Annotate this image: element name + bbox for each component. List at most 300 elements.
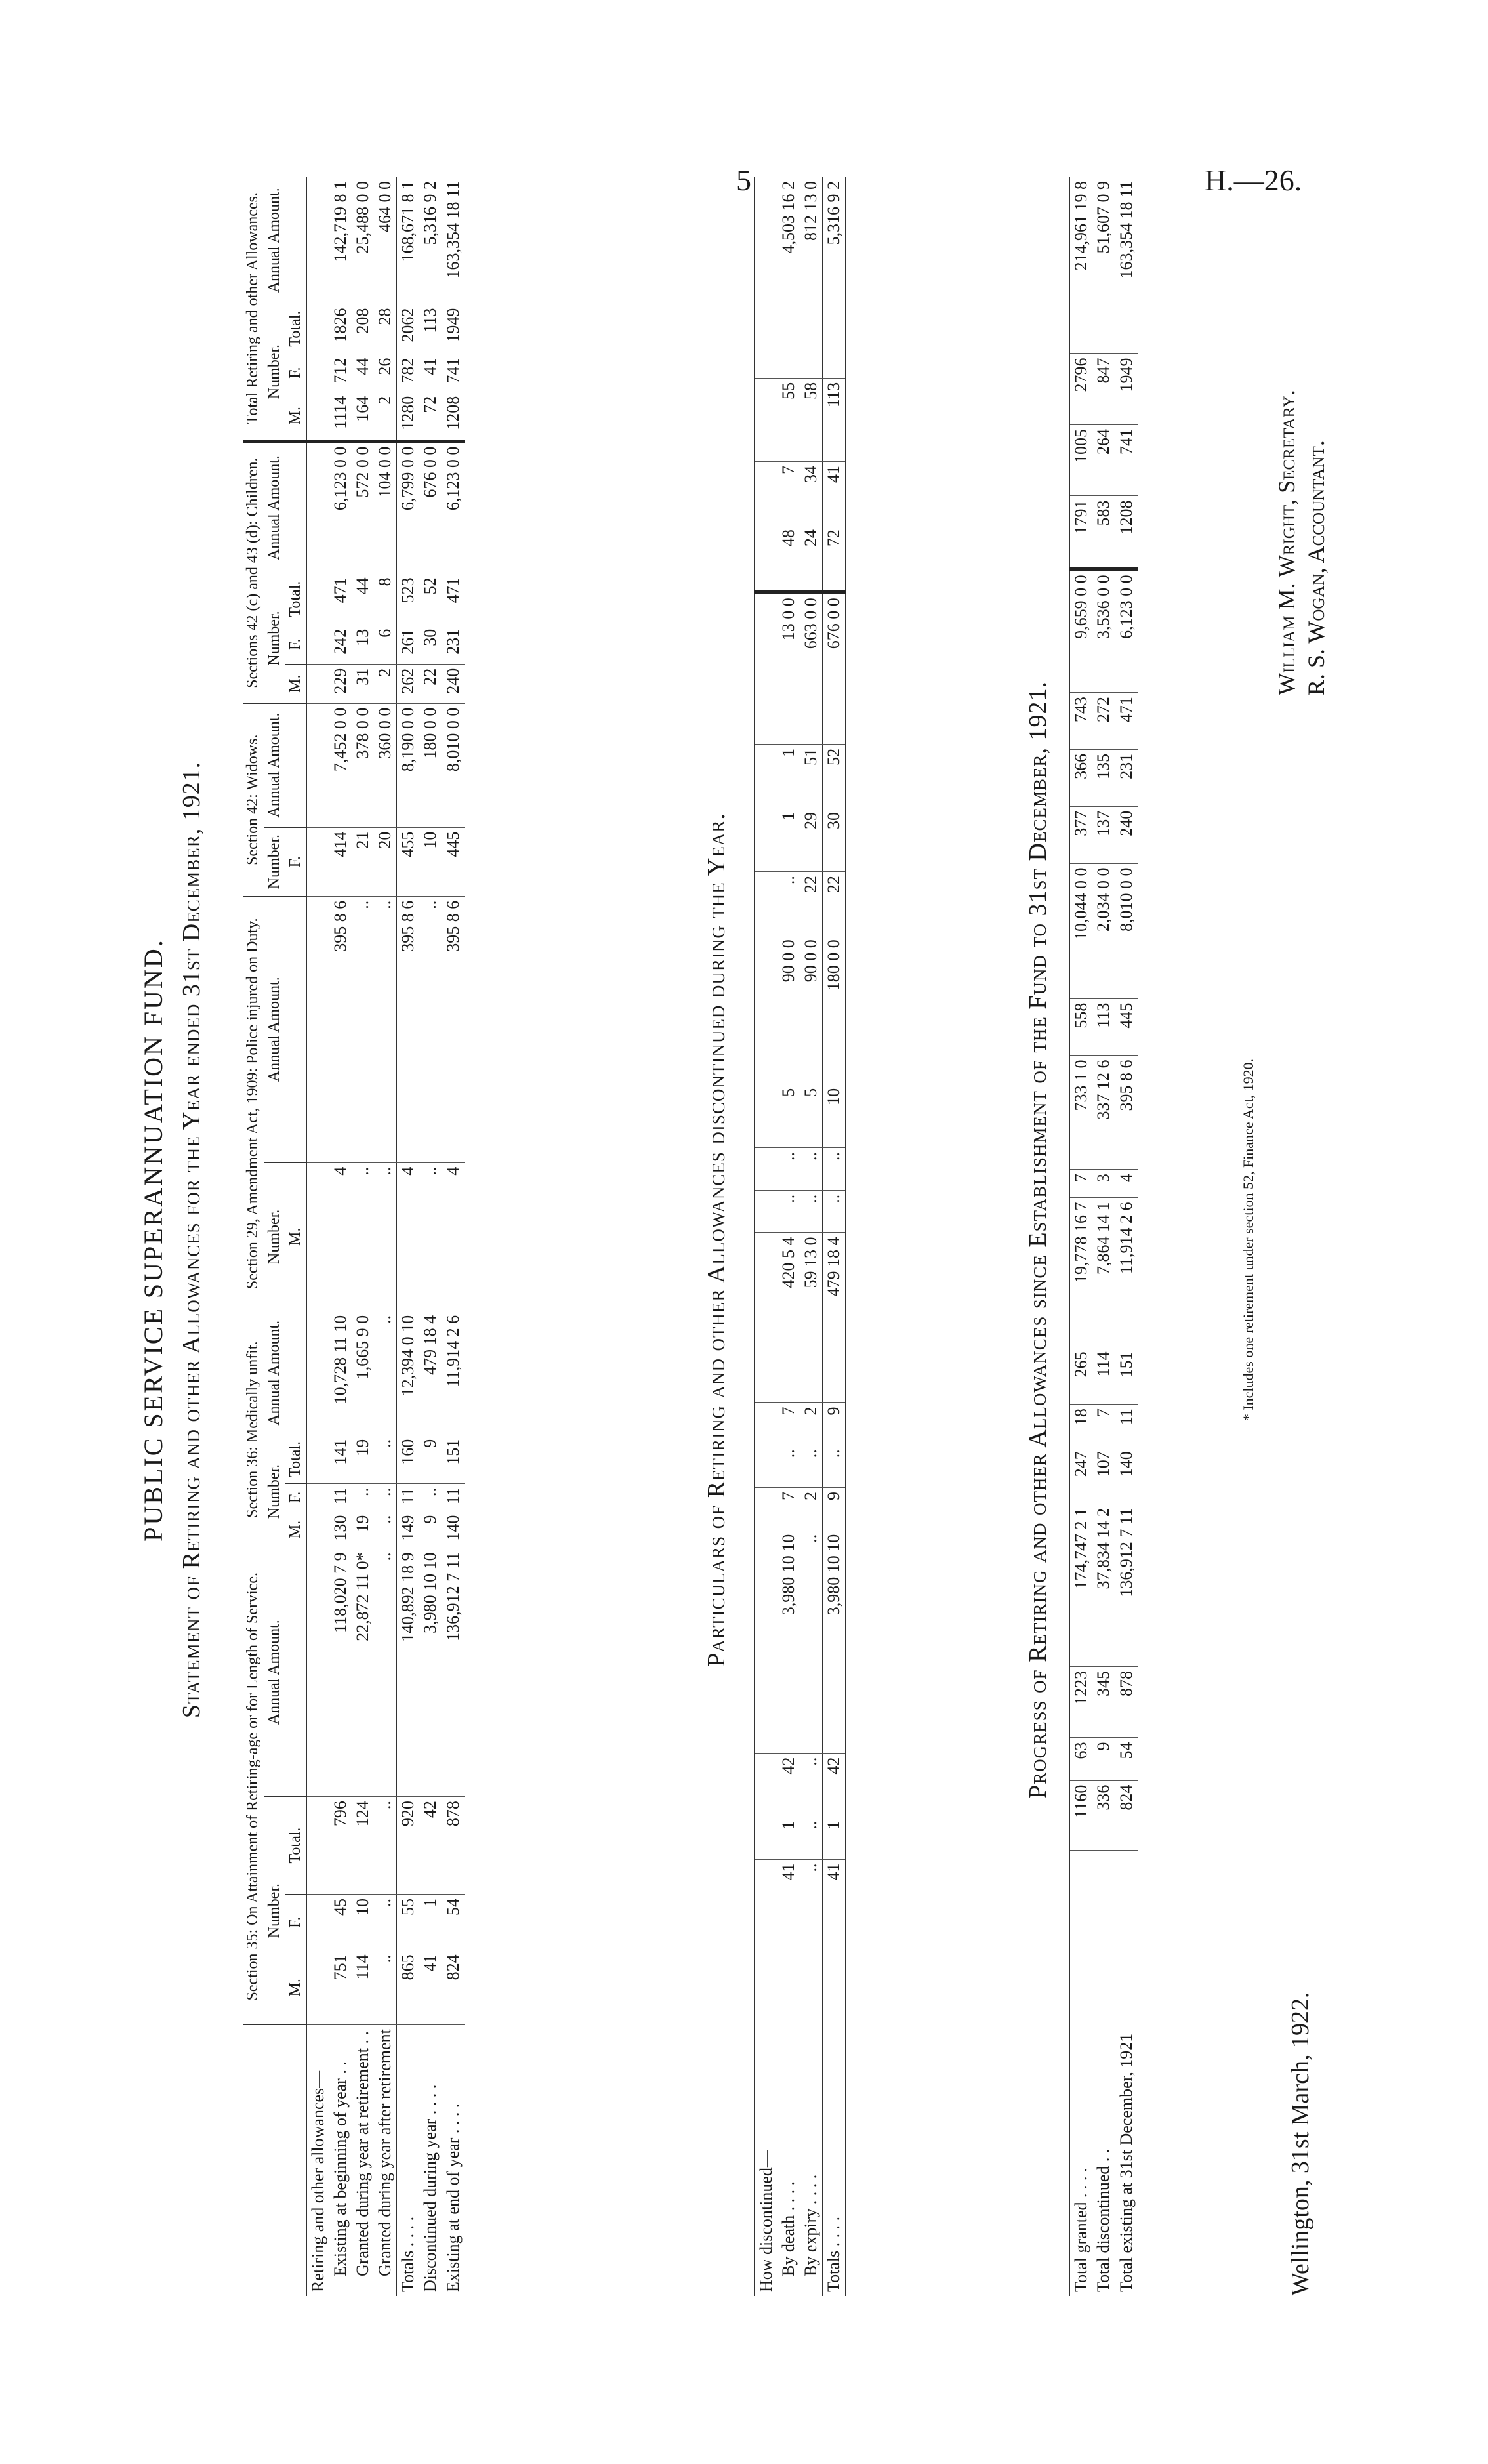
value-cell: 90 0 0 (800, 935, 823, 1084)
value-cell: 1208 (442, 392, 465, 441)
value-cell: 24 (800, 525, 823, 592)
value-cell: 118,020 7 9 (329, 1548, 352, 1797)
value-cell: 10 (823, 1084, 846, 1147)
value-cell: 41 (823, 462, 846, 525)
value-cell: 7,864 14 1 (1092, 1198, 1115, 1347)
header-section-35: Section 35: On Attainment of Retiring-age or for Length of Service. (243, 1548, 264, 2025)
value-cell: 414 (329, 827, 352, 896)
header-annual: Annual Amount. (264, 441, 306, 573)
progress-row (1070, 177, 1093, 2296)
statement-row (329, 177, 352, 2296)
value-cell: 261 (396, 625, 419, 664)
value-cell: 3,980 10 10 (419, 1548, 442, 1797)
discontinued-row (800, 177, 823, 2296)
value-cell: 163,354 18 11 (442, 177, 465, 304)
value-cell: 5,316 9 2 (419, 177, 442, 304)
value-cell: 11 (1115, 1405, 1138, 1447)
value-cell: 743 (1070, 693, 1093, 750)
progress-title: Progress of Retiring and other Allowances since Establishment of the Fund to 31st December, 1921. (1024, 681, 1052, 1799)
value-cell: 25,488 0 0 (352, 177, 374, 304)
value-cell: 7 (777, 1487, 800, 1530)
empty-cell (755, 592, 778, 745)
value-cell: 1949 (442, 304, 465, 354)
empty-cell (755, 1445, 778, 1488)
value-cell: .. (374, 1435, 397, 1483)
value-cell: .. (374, 896, 397, 1162)
value-cell: 180 0 0 (823, 935, 846, 1084)
value-cell: 445 (442, 827, 465, 896)
value-cell: .. (419, 1162, 442, 1311)
row-label: Total discontinued . . (1094, 2148, 1113, 2292)
header-number: Number. (264, 304, 285, 441)
value-cell: 796 (329, 1797, 352, 1895)
value-cell: 1223 (1070, 1666, 1093, 1738)
header-f: F. (285, 1484, 307, 1511)
value-cell: 9 (419, 1435, 442, 1483)
value-cell: 151 (1115, 1347, 1138, 1405)
value-cell: 240 (442, 664, 465, 703)
value-cell: .. (777, 872, 800, 935)
value-cell: 63 (1070, 1738, 1093, 1780)
value-cell: 1005 (1070, 424, 1093, 496)
value-cell: 37,834 14 2 (1092, 1504, 1115, 1667)
value-cell: 2 (800, 1487, 823, 1530)
value-cell: 1949 (1115, 354, 1138, 425)
value-cell: 7 (1092, 1405, 1115, 1447)
header-f: F. (285, 625, 307, 664)
header-total: Total. (285, 1797, 307, 1895)
value-cell: 8,010 0 0 (1115, 863, 1138, 998)
value-cell: 8,190 0 0 (396, 703, 419, 827)
value-cell: 42 (419, 1797, 442, 1895)
value-cell: .. (374, 1162, 397, 1311)
value-cell: .. (800, 1817, 823, 1859)
value-cell: 214,961 19 8 (1070, 177, 1093, 354)
value-cell: 8,010 0 0 (442, 703, 465, 827)
value-cell: 21 (352, 827, 374, 896)
value-cell: .. (374, 1511, 397, 1548)
value-cell: 5,316 9 2 (823, 177, 846, 378)
value-cell: 366 (1070, 749, 1093, 806)
value-cell: 142,719 8 1 (329, 177, 352, 304)
empty-cell (755, 808, 778, 871)
value-cell: 11 (396, 1484, 419, 1511)
value-cell: 2 (374, 392, 397, 441)
value-cell: 22,872 11 0* (352, 1548, 374, 1797)
value-cell: .. (800, 1445, 823, 1488)
statement-group-row (306, 177, 329, 2296)
value-cell: 920 (396, 1797, 419, 1895)
value-cell: 10,728 11 10 (329, 1311, 352, 1435)
value-cell: 1 (777, 808, 800, 871)
row-label: Existing at beginning of year . . (330, 2061, 350, 2276)
value-cell: .. (374, 1548, 397, 1797)
value-cell: 51 (800, 744, 823, 808)
empty-cell (306, 392, 329, 441)
row-label: Totals . . . . (396, 2025, 419, 2296)
value-cell: 72 (823, 525, 846, 592)
value-cell: 420 5 4 (777, 1233, 800, 1403)
empty-cell (755, 1147, 778, 1190)
value-cell: 445 (1115, 998, 1138, 1056)
value-cell: 54 (442, 1894, 465, 1950)
row-label: Totals . . . . (823, 1923, 846, 2296)
value-cell: 878 (1115, 1666, 1138, 1738)
value-cell: 160 (396, 1435, 419, 1483)
value-cell: 29 (800, 808, 823, 871)
value-cell: 378 0 0 (352, 703, 374, 827)
discontinued-group-row (755, 177, 778, 2296)
value-cell: 464 0 0 (374, 177, 397, 304)
value-cell: 135 (1092, 749, 1115, 806)
particulars-title: Particulars of Retiring and other Allowances discontinued during the Year. (703, 813, 730, 1667)
empty-cell (755, 744, 778, 808)
header-number: Number. (264, 1797, 285, 2025)
value-cell: 20 (374, 827, 397, 896)
value-cell: 360 0 0 (374, 703, 397, 827)
statement-row (352, 177, 374, 2296)
value-cell: 337 12 6 (1092, 1056, 1115, 1170)
value-cell: 168,671 8 1 (396, 177, 419, 304)
value-cell: 4 (329, 1162, 352, 1311)
empty-cell (306, 664, 329, 703)
value-cell: 9 (823, 1403, 846, 1445)
value-cell: 1 (419, 1894, 442, 1950)
header-m: M. (285, 1162, 307, 1311)
value-cell: 7 (777, 1403, 800, 1445)
value-cell: 1 (777, 744, 800, 808)
value-cell: 72 (419, 392, 442, 441)
value-cell: 583 (1092, 496, 1115, 569)
value-cell: 395 8 6 (396, 896, 419, 1162)
value-cell: 31 (352, 664, 374, 703)
value-cell: 22 (823, 872, 846, 935)
row-label: Granted during year after retirement (375, 2029, 394, 2276)
row-label: By expiry . . . . (801, 2174, 820, 2276)
progress-table-body (1070, 177, 1138, 2296)
value-cell: 733 1 0 (1070, 1056, 1093, 1170)
value-cell: .. (800, 1147, 823, 1190)
value-cell: 1208 (1115, 496, 1138, 569)
value-cell: 45 (329, 1894, 352, 1950)
value-cell: 264 (1092, 424, 1115, 496)
value-cell: .. (777, 1147, 800, 1190)
value-cell: 455 (396, 827, 419, 896)
empty-cell (306, 827, 329, 896)
progress-table (1069, 177, 1138, 2296)
empty-cell (306, 1162, 329, 1311)
progress-row (1092, 177, 1115, 2296)
empty-cell (306, 354, 329, 392)
value-cell: 136,912 7 11 (442, 1548, 465, 1797)
statement-row (396, 177, 419, 2296)
value-cell: .. (374, 1484, 397, 1511)
empty-cell (306, 304, 329, 354)
value-cell: .. (823, 1147, 846, 1190)
header-annual: Annual Amount. (264, 1311, 306, 1435)
header-section-42: Section 42: Widows. (243, 703, 264, 896)
value-cell: 28 (374, 304, 397, 354)
value-cell: 22 (800, 872, 823, 935)
empty-cell (755, 1817, 778, 1859)
place-date: Wellington, 31st March, 1922. (1287, 1992, 1314, 2296)
value-cell: 59 13 0 (800, 1233, 823, 1403)
value-cell: 180 0 0 (419, 703, 442, 827)
value-cell: 8 (374, 573, 397, 625)
discontinued-row (777, 177, 800, 2296)
value-cell: 229 (329, 664, 352, 703)
progress-row (1115, 177, 1138, 2296)
value-cell: .. (352, 1484, 374, 1511)
value-cell: 231 (1115, 749, 1138, 806)
value-cell: 471 (329, 573, 352, 625)
value-cell: 113 (419, 304, 442, 354)
value-cell: 2796 (1070, 354, 1093, 425)
value-cell: 471 (442, 573, 465, 625)
value-cell: 208 (352, 304, 374, 354)
value-cell: 140 (442, 1511, 465, 1548)
header-total: Total. (285, 1435, 307, 1483)
value-cell: 54 (1115, 1738, 1138, 1780)
value-cell: 377 (1070, 806, 1093, 863)
value-cell: 2 (374, 664, 397, 703)
header-annual: Annual Amount. (264, 1548, 306, 1797)
value-cell: 30 (823, 808, 846, 871)
value-cell: 55 (777, 378, 800, 461)
statement-row (419, 177, 442, 2296)
empty-cell (306, 573, 329, 625)
header-f: F. (285, 1894, 307, 1950)
group-label: Retiring and other allowances— (306, 2025, 329, 2296)
header-f: F. (285, 827, 307, 896)
header-m: M. (285, 1511, 307, 1548)
value-cell: 479 18 4 (823, 1233, 846, 1403)
value-cell: 395 8 6 (329, 896, 352, 1162)
value-cell: 19,778 16 7 (1070, 1198, 1093, 1347)
value-cell: 5 (777, 1084, 800, 1147)
value-cell: 9 (419, 1511, 442, 1548)
value-cell: 30 (419, 625, 442, 664)
empty-cell (306, 1511, 329, 1548)
value-cell: 558 (1070, 998, 1093, 1056)
value-cell: 104 0 0 (374, 441, 397, 573)
header-number: Number. (264, 1162, 285, 1311)
value-cell: 479 18 4 (419, 1311, 442, 1435)
value-cell: 52 (823, 744, 846, 808)
value-cell: 10 (419, 827, 442, 896)
row-label: Existing at end of year . . . . (442, 2025, 465, 2296)
value-cell: 149 (396, 1511, 419, 1548)
value-cell: 676 0 0 (419, 441, 442, 573)
value-cell: 130 (329, 1511, 352, 1548)
empty-cell (755, 935, 778, 1084)
empty-cell (755, 525, 778, 592)
value-cell: 114 (352, 1950, 374, 2025)
header-total: Total. (285, 304, 307, 354)
header-section-42c: Sections 42 (c) and 43 (d): Children. (243, 441, 264, 703)
value-cell: .. (374, 1950, 397, 2025)
row-label: Discontinued during year . . . . (420, 2084, 440, 2292)
header-section-29: Section 29, Amendment Act, 1909: Police injured on Duty. (243, 896, 264, 1311)
value-cell: 174,747 2 1 (1070, 1504, 1093, 1667)
value-cell: 34 (800, 462, 823, 525)
value-cell: 44 (352, 573, 374, 625)
value-cell: 782 (396, 354, 419, 392)
value-cell: 51,607 0 9 (1092, 177, 1115, 354)
value-cell: 6 (374, 625, 397, 664)
value-cell: 262 (396, 664, 419, 703)
page-number: 5 (736, 163, 751, 197)
value-cell: 11,914 2 6 (442, 1311, 465, 1435)
empty-cell (755, 1753, 778, 1817)
statement-table (243, 177, 465, 2296)
value-cell: 741 (1115, 424, 1138, 496)
empty-cell (306, 625, 329, 664)
empty-cell (755, 462, 778, 525)
document-reference: H.—26. (1205, 163, 1302, 197)
value-cell: 1826 (329, 304, 352, 354)
empty-cell (755, 1190, 778, 1233)
empty-cell (306, 1311, 329, 1435)
statement-title: Statement of Retiring and other Allowances for the Year ended 31st December, 1921. (178, 761, 205, 1719)
value-cell: .. (823, 1190, 846, 1233)
header-annual: Annual Amount. (264, 177, 306, 304)
value-cell: .. (374, 1311, 397, 1435)
value-cell: .. (352, 1162, 374, 1311)
value-cell: 11 (329, 1484, 352, 1511)
value-cell: 48 (777, 525, 800, 592)
value-cell: 1 (823, 1817, 846, 1859)
value-cell: 13 (352, 625, 374, 664)
value-cell: .. (800, 1753, 823, 1817)
row-label: Granted during year at retirement . . (352, 2031, 372, 2276)
empty-cell (755, 177, 778, 378)
value-cell: 9 (823, 1487, 846, 1530)
value-cell: 18 (1070, 1405, 1093, 1447)
value-cell: 1 (777, 1817, 800, 1859)
value-cell: 272 (1092, 693, 1115, 750)
header-m: M. (285, 392, 307, 441)
empty-cell (306, 1484, 329, 1511)
value-cell: 55 (396, 1894, 419, 1950)
row-label: Total existing at 31st December, 1921 (1115, 1851, 1138, 2296)
value-cell: 137 (1092, 806, 1115, 863)
value-cell: .. (374, 1797, 397, 1895)
empty-cell (306, 1797, 329, 1895)
value-cell: 41 (419, 354, 442, 392)
value-cell: 395 8 6 (442, 896, 465, 1162)
header-total: Total Retiring and other Allowances. (243, 177, 264, 441)
value-cell: 12,394 0 10 (396, 1311, 419, 1435)
header-section-36: Section 36: Medically unfit. (243, 1311, 264, 1548)
discontinued-row (823, 177, 846, 2296)
value-cell: .. (352, 896, 374, 1162)
value-cell: 7 (777, 462, 800, 525)
value-cell: 4 (442, 1162, 465, 1311)
value-cell: 42 (777, 1753, 800, 1817)
value-cell: 9 (1092, 1738, 1115, 1780)
value-cell: 741 (442, 354, 465, 392)
value-cell: 41 (419, 1950, 442, 2025)
value-cell: 114 (1092, 1347, 1115, 1405)
empty-cell (306, 1548, 329, 1797)
value-cell: 4,503 16 2 (777, 177, 800, 378)
value-cell: .. (777, 1190, 800, 1233)
empty-cell (755, 1403, 778, 1445)
header-annual: Annual Amount. (264, 703, 306, 827)
value-cell: 247 (1070, 1447, 1093, 1504)
row-label-header (243, 2025, 306, 2296)
value-cell: 4 (1115, 1170, 1138, 1198)
value-cell: 1160 (1070, 1780, 1093, 1851)
value-cell: 141 (329, 1435, 352, 1483)
value-cell: 523 (396, 573, 419, 625)
value-cell: 41 (823, 1859, 846, 1923)
empty-cell (755, 1233, 778, 1403)
header-m: M. (285, 664, 307, 703)
value-cell: 52 (419, 573, 442, 625)
value-cell: 712 (329, 354, 352, 392)
value-cell: .. (823, 1445, 846, 1488)
value-cell: .. (419, 1484, 442, 1511)
value-cell: .. (419, 896, 442, 1162)
value-cell: 1114 (329, 392, 352, 441)
value-cell: 58 (800, 378, 823, 461)
empty-cell (755, 378, 778, 461)
value-cell: 6,123 0 0 (329, 441, 352, 573)
value-cell: 7 (1070, 1170, 1093, 1198)
value-cell: 824 (1115, 1780, 1138, 1851)
empty-cell (755, 1084, 778, 1147)
value-cell: 164 (352, 392, 374, 441)
value-cell: 824 (442, 1950, 465, 2025)
value-cell: 336 (1092, 1780, 1115, 1851)
value-cell: 751 (329, 1950, 352, 2025)
value-cell: 265 (1070, 1347, 1093, 1405)
header-annual: Annual Amount. (264, 896, 306, 1162)
value-cell: 7,452 0 0 (329, 703, 352, 827)
value-cell: 113 (823, 378, 846, 461)
value-cell: 6,123 0 0 (442, 441, 465, 573)
value-cell: 22 (419, 664, 442, 703)
empty-cell (755, 872, 778, 935)
header-number: Number. (264, 573, 285, 703)
value-cell: 1791 (1070, 496, 1093, 569)
value-cell: 11 (442, 1484, 465, 1511)
value-cell: 471 (1115, 693, 1138, 750)
empty-cell (306, 703, 329, 827)
value-cell: 10,044 0 0 (1070, 863, 1093, 998)
value-cell: .. (777, 1445, 800, 1488)
value-cell: 1,665 9 0 (352, 1311, 374, 1435)
value-cell: 2062 (396, 304, 419, 354)
value-cell: 151 (442, 1435, 465, 1483)
statement-row (374, 177, 397, 2296)
value-cell: 13 0 0 (777, 592, 800, 745)
fund-title: PUBLIC SERVICE SUPERANNUATION FUND. (138, 938, 168, 1542)
value-cell: 2 (800, 1403, 823, 1445)
row-label: Total granted . . . . (1070, 1851, 1093, 2296)
value-cell: 107 (1092, 1447, 1115, 1504)
empty-cell (755, 1530, 778, 1753)
value-cell: 136,912 7 11 (1115, 1504, 1138, 1667)
group-label: How discontinued— (755, 1923, 778, 2296)
value-cell: 3,980 10 10 (777, 1530, 800, 1753)
empty-cell (306, 1894, 329, 1950)
discontinued-table (754, 177, 846, 2296)
empty-cell (306, 441, 329, 573)
rotated-page-content (112, 125, 1358, 2355)
